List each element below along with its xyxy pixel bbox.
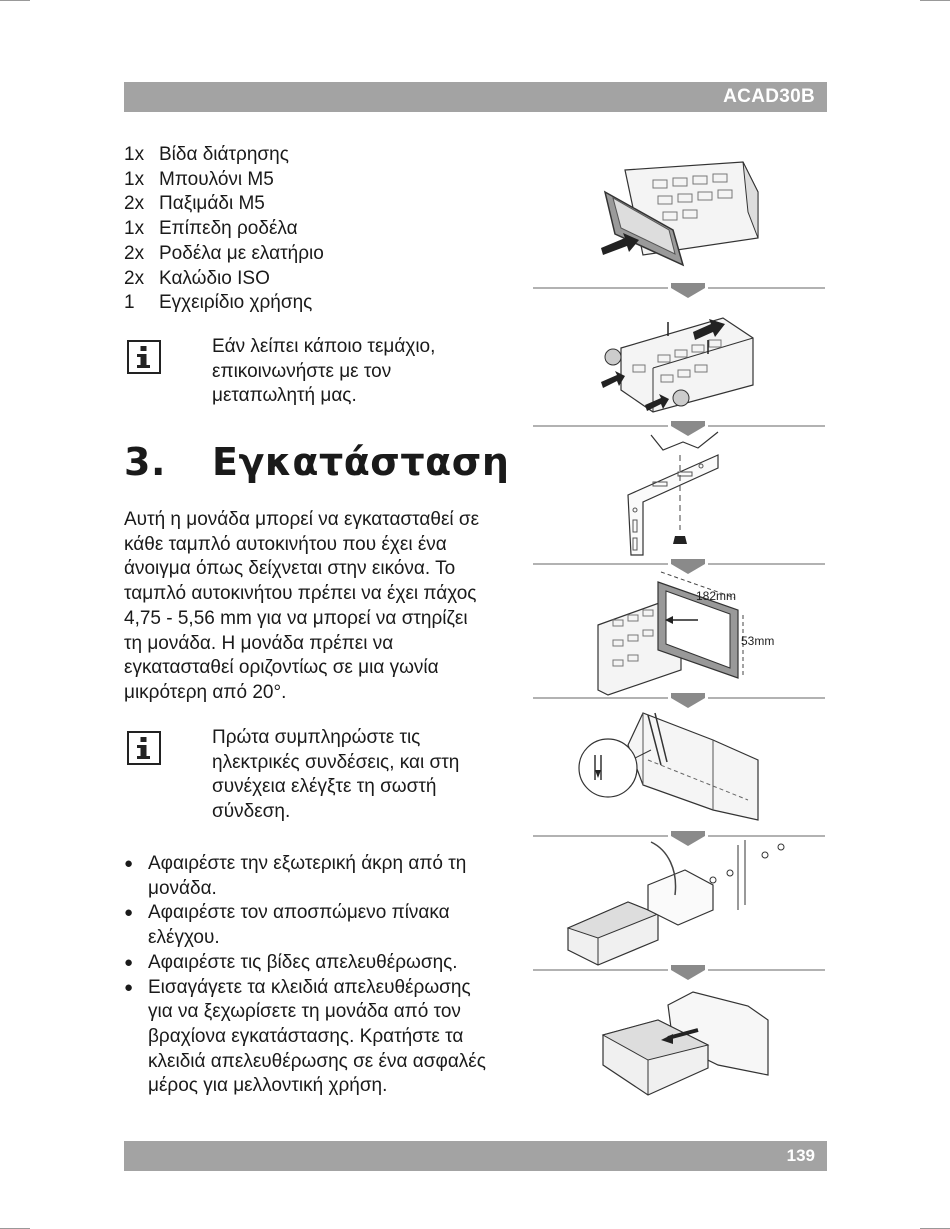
figure-dashboard-opening bbox=[598, 572, 774, 695]
page-footer bbox=[124, 1141, 827, 1171]
model-name: ACAD30B bbox=[723, 86, 815, 107]
list-item: ● Εισαγάγετε τα κλειδιά απελευθέρωσης για να ξεχωρίσετε τη μονάδα από τον βραχίονα εγκατάστασης. Κρατήστε τα κλειδιά απελευθέρωσης σε ένα ασφαλές μέρος για μελλοντική χρήση. bbox=[124, 976, 524, 1100]
list-item: 1x Μπουλόνι M5 bbox=[124, 168, 274, 190]
list-item: 2x Καλώδιο ISO bbox=[124, 267, 270, 289]
info-icon bbox=[127, 340, 161, 374]
figure-insert-unit bbox=[568, 840, 784, 965]
figure-remove-screws bbox=[601, 318, 753, 412]
list-item: 2x Παξιμάδι M5 bbox=[124, 193, 265, 215]
list-item: 1x Επίπεδη ροδέλα bbox=[124, 218, 298, 240]
figure-remove-trim bbox=[601, 162, 758, 265]
page-header bbox=[124, 82, 827, 112]
installation-steps bbox=[124, 852, 524, 1099]
figure-mounting-bracket bbox=[628, 432, 718, 555]
section-heading bbox=[124, 440, 509, 484]
description-paragraph: Αυτή η μονάδα μπορεί να εγκατασταθεί σε κάθε ταμπλό αυτοκινήτου που έχει ένα άνοιγμα όπως δείχνεται στην εικόνα. Το ταμπλό αυτοκινήτου πρέπει να έχει πάχος 4,75 - 5,56 mm για να μπορεί να στηρίζει τη μονάδα. Η μονάδα πρέπει να εγκατασταθεί οριζοντίως σε μια γωνία μικρότερη από 20°. bbox=[124, 509, 480, 703]
list-item: 1 Εγχειρίδιο χρήσης bbox=[124, 292, 313, 314]
list-item: ● Αφαιρέστε την εξωτερική άκρη από τη μονάδα. bbox=[124, 852, 524, 901]
parts-list bbox=[124, 143, 324, 316]
figure-bend-tabs bbox=[579, 713, 758, 820]
crop-mark bbox=[920, 0, 950, 1]
installation-illustrations bbox=[533, 150, 825, 1110]
height-dimension-label: 53mm bbox=[741, 634, 775, 648]
info-icon bbox=[127, 731, 161, 765]
list-item: ● Αφαιρέστε τις βίδες απελευθέρωσης. bbox=[124, 951, 524, 976]
section-title: Εγκατάσταση bbox=[212, 440, 510, 484]
section-number: 3. bbox=[124, 440, 166, 484]
crop-mark bbox=[0, 0, 30, 1]
page-number: 139 bbox=[786, 1146, 815, 1165]
width-dimension-label: 182mm bbox=[696, 589, 737, 603]
list-item: 1x Βίδα διάτρησης bbox=[124, 144, 289, 165]
figure-release-keys bbox=[603, 992, 768, 1095]
list-item: 2x Ροδέλα με ελατήριο bbox=[124, 242, 324, 264]
list-item: ● Αφαιρέστε τον αποσπώμενο πίνακα ελέγχου. bbox=[124, 901, 524, 950]
